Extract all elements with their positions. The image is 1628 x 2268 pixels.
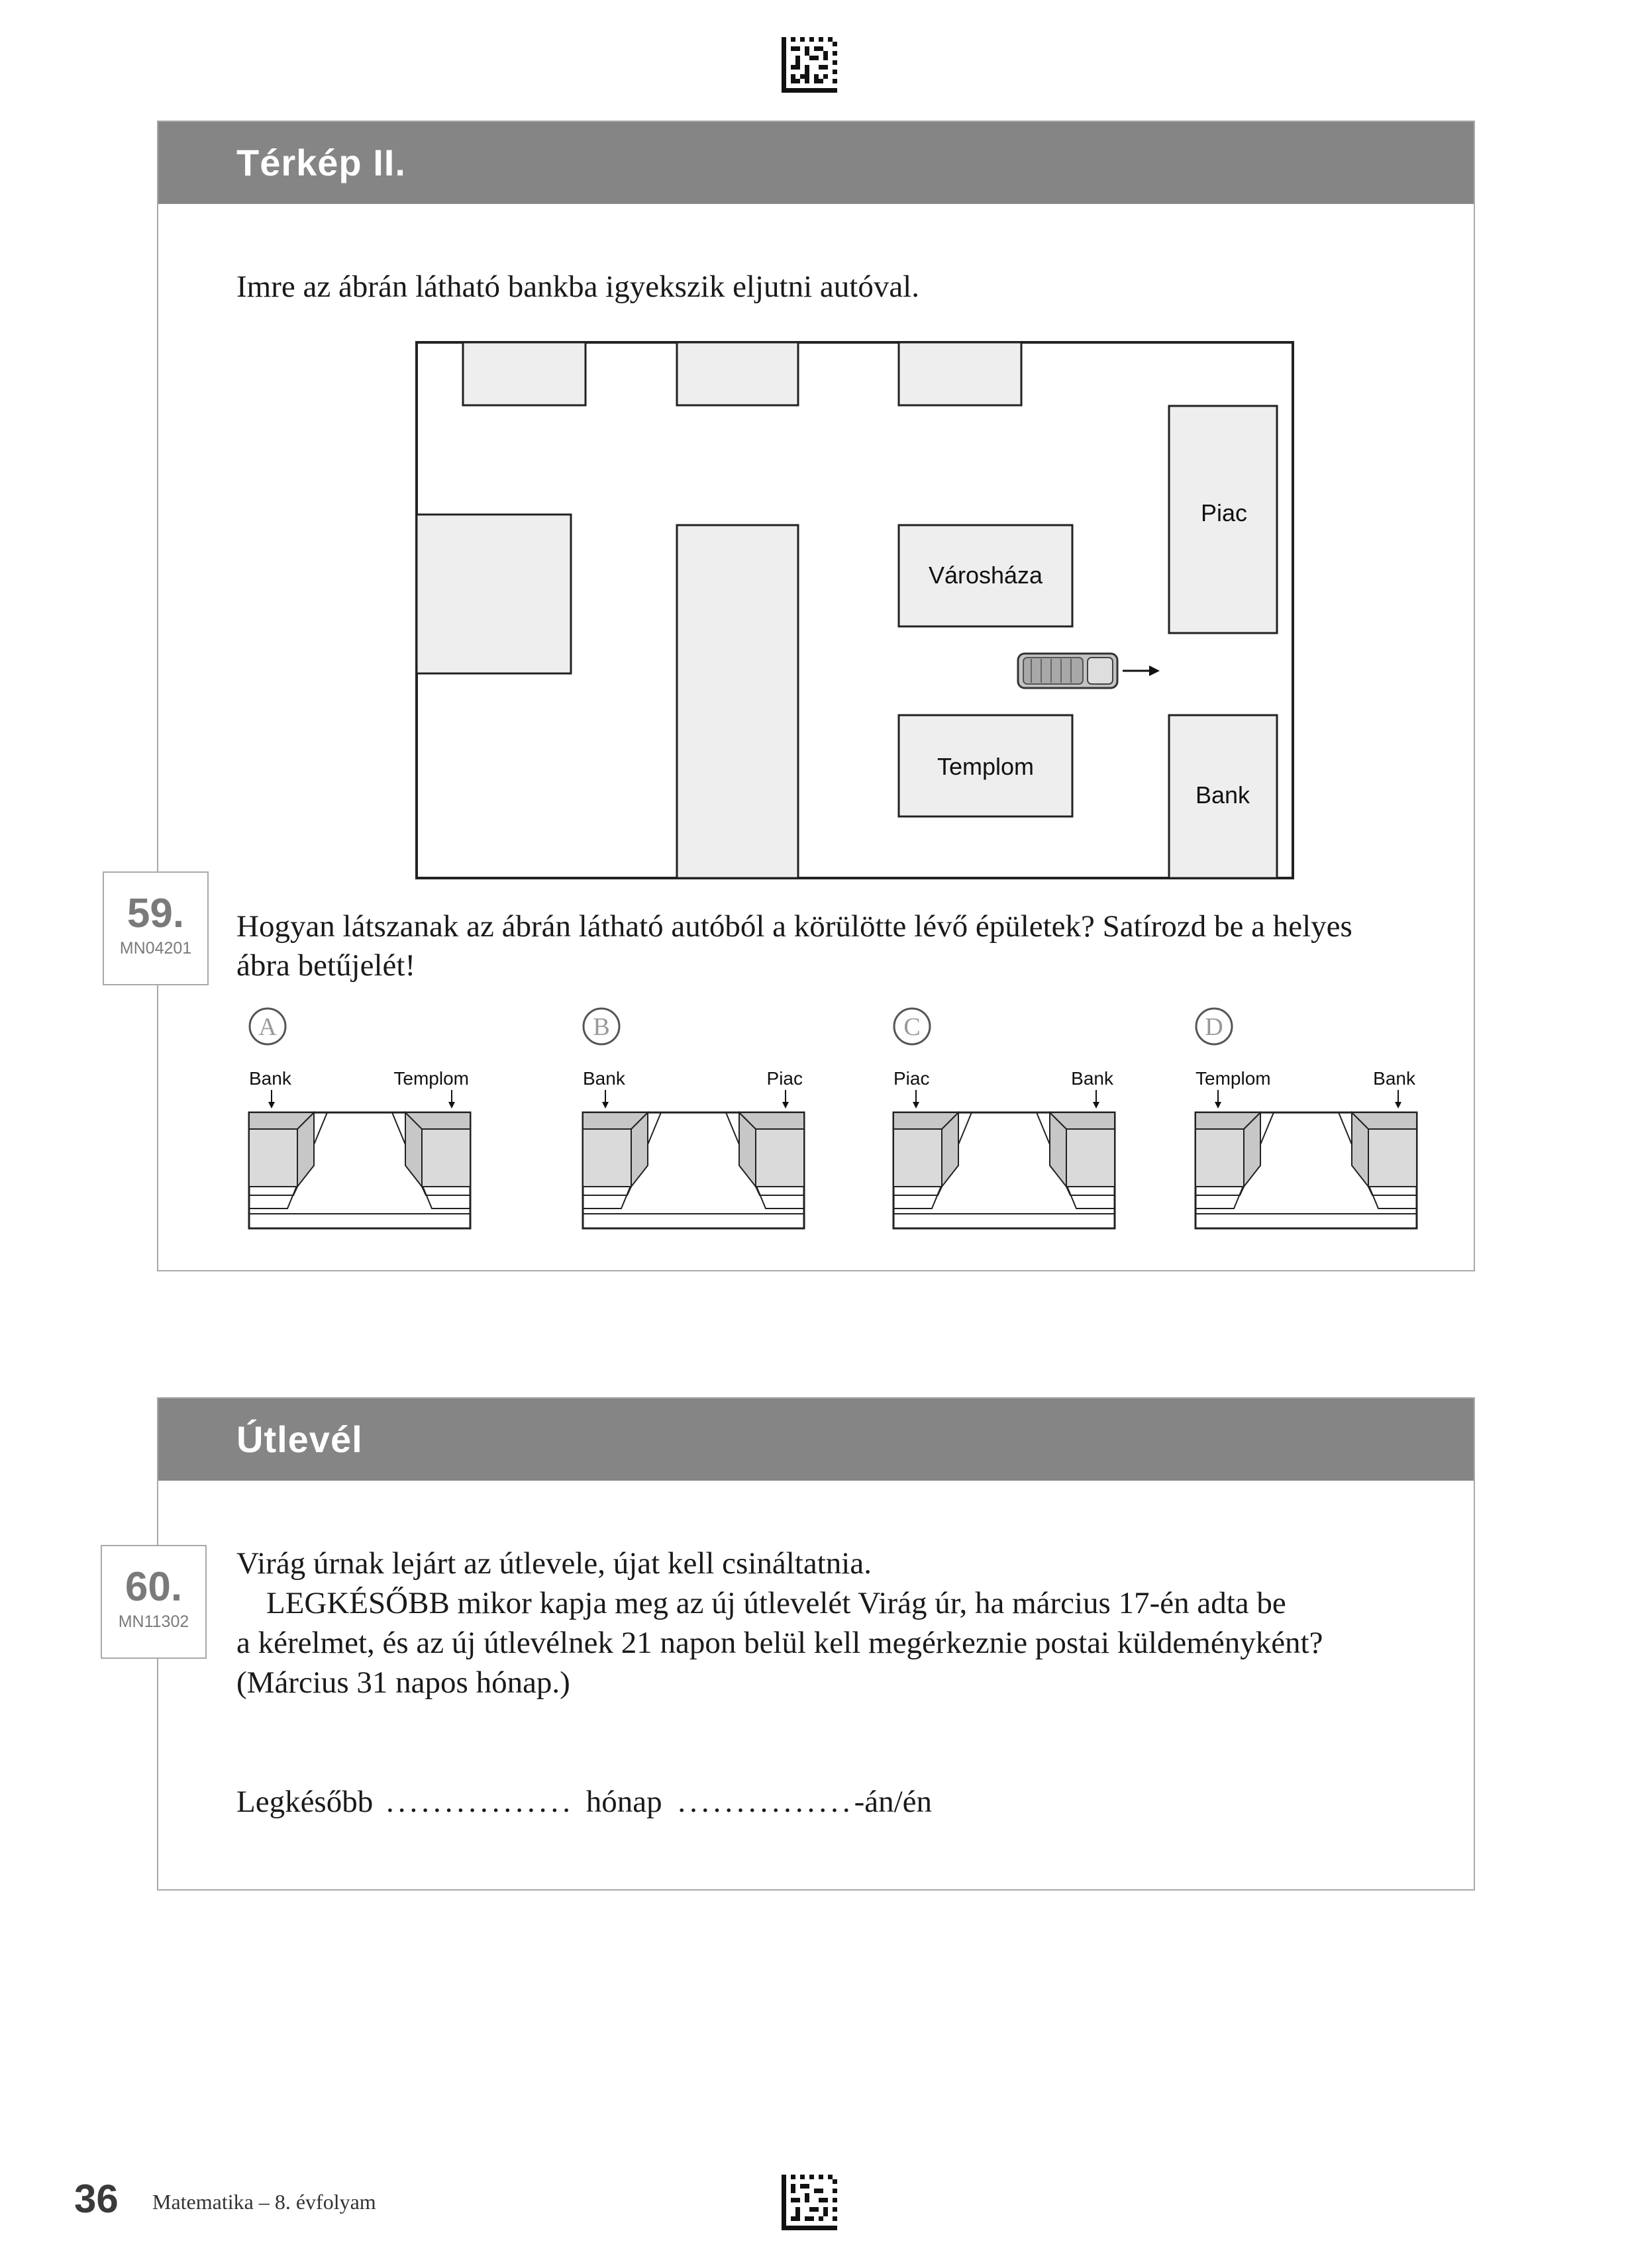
left-pointer-arrow-icon [1215, 1090, 1221, 1109]
answer-day-blank[interactable]: ............... [678, 1785, 854, 1819]
building-top-2 [677, 342, 798, 405]
option-left-label: Templom [1196, 1068, 1271, 1089]
building-left [417, 515, 571, 673]
task-59-code: MN04201 [119, 939, 192, 958]
answer-label: Legkésőbb [236, 1785, 374, 1819]
option-c[interactable] [892, 1007, 1121, 1232]
task-59-number: 59. [127, 891, 185, 936]
option-right-label: Bank [1373, 1068, 1415, 1089]
option-letter: A [258, 1013, 277, 1041]
task-60-line2: LEGKÉSŐBB mikor kapja meg az új útlevelét Virág úr, ha március 17-én adta be [266, 1586, 1286, 1620]
task-60-answer-line [236, 1783, 932, 1822]
left-pointer-arrow-icon [602, 1090, 609, 1109]
car-icon [1018, 654, 1117, 688]
perspective-street-drawing [583, 1112, 804, 1228]
option-left-label: Bank [583, 1068, 625, 1089]
task-59-intro: Imre az ábrán látható bankba igyekszik eljutni autóval. [236, 270, 919, 304]
right-pointer-arrow-icon [782, 1090, 789, 1109]
page-number: 36 [74, 2177, 119, 2221]
option-right-label: Bank [1071, 1068, 1113, 1089]
task-59-question-line2: ábra betűjelét! [236, 948, 416, 983]
option-letter: B [593, 1013, 610, 1041]
building-top-3 [899, 342, 1021, 405]
right-pointer-arrow-icon [1395, 1090, 1401, 1109]
task-59-question-line1: Hogyan látszanak az ábrán látható autóból a körülötte lévő épületek? Satírozd be a helyes [236, 909, 1352, 944]
right-pointer-arrow-icon [1093, 1090, 1099, 1109]
option-left-label: Bank [249, 1068, 291, 1089]
task-60-title: Útlevél [158, 1399, 1474, 1481]
task-60-line1: Virág úrnak lejárt az útlevele, újat kell csináltatnia. [236, 1546, 872, 1581]
perspective-street-drawing [893, 1112, 1115, 1228]
answer-suffix: -án/én [854, 1785, 933, 1819]
map-label-bank: Bank [1195, 781, 1250, 809]
map-label-piac: Piac [1200, 499, 1248, 526]
map-label-varoshaza: Városháza [928, 562, 1043, 589]
task-60-code: MN11302 [118, 1612, 189, 1631]
answer-month-blank[interactable]: ................ [385, 1785, 574, 1819]
building-top-1 [463, 342, 585, 405]
left-pointer-arrow-icon [268, 1090, 275, 1109]
task-60-line4: (Március 31 napos hónap.) [236, 1665, 570, 1700]
option-right-label: Templom [393, 1068, 469, 1089]
option-b[interactable] [582, 1007, 810, 1232]
map-label-templom: Templom [937, 753, 1035, 780]
task-60-number: 60. [125, 1564, 183, 1610]
footer-subject: Matematika – 8. évfolyam [152, 2190, 376, 2214]
street-map [415, 341, 1294, 879]
task-59-title: Térkép II. [158, 122, 1474, 204]
right-pointer-arrow-icon [448, 1090, 455, 1109]
left-pointer-arrow-icon [913, 1090, 919, 1109]
option-letter: D [1205, 1013, 1223, 1041]
option-letter: C [903, 1013, 921, 1041]
datamatrix-code-top [782, 37, 837, 93]
task-60-number-box [101, 1545, 207, 1659]
perspective-street-drawing [1196, 1112, 1417, 1228]
perspective-street-drawing [249, 1112, 470, 1228]
answer-month-word: hónap [585, 1785, 662, 1819]
option-d[interactable] [1194, 1007, 1423, 1232]
option-right-label: Piac [766, 1068, 803, 1089]
option-left-label: Piac [893, 1068, 930, 1089]
task-59-number-box [103, 871, 209, 985]
option-a[interactable] [248, 1007, 476, 1232]
datamatrix-code-bottom [782, 2175, 837, 2230]
building-long [677, 525, 798, 878]
task-60-line3: a kérelmet, és az új útlevélnek 21 napon belül kell megérkeznie postai küldeményként? [236, 1626, 1323, 1660]
